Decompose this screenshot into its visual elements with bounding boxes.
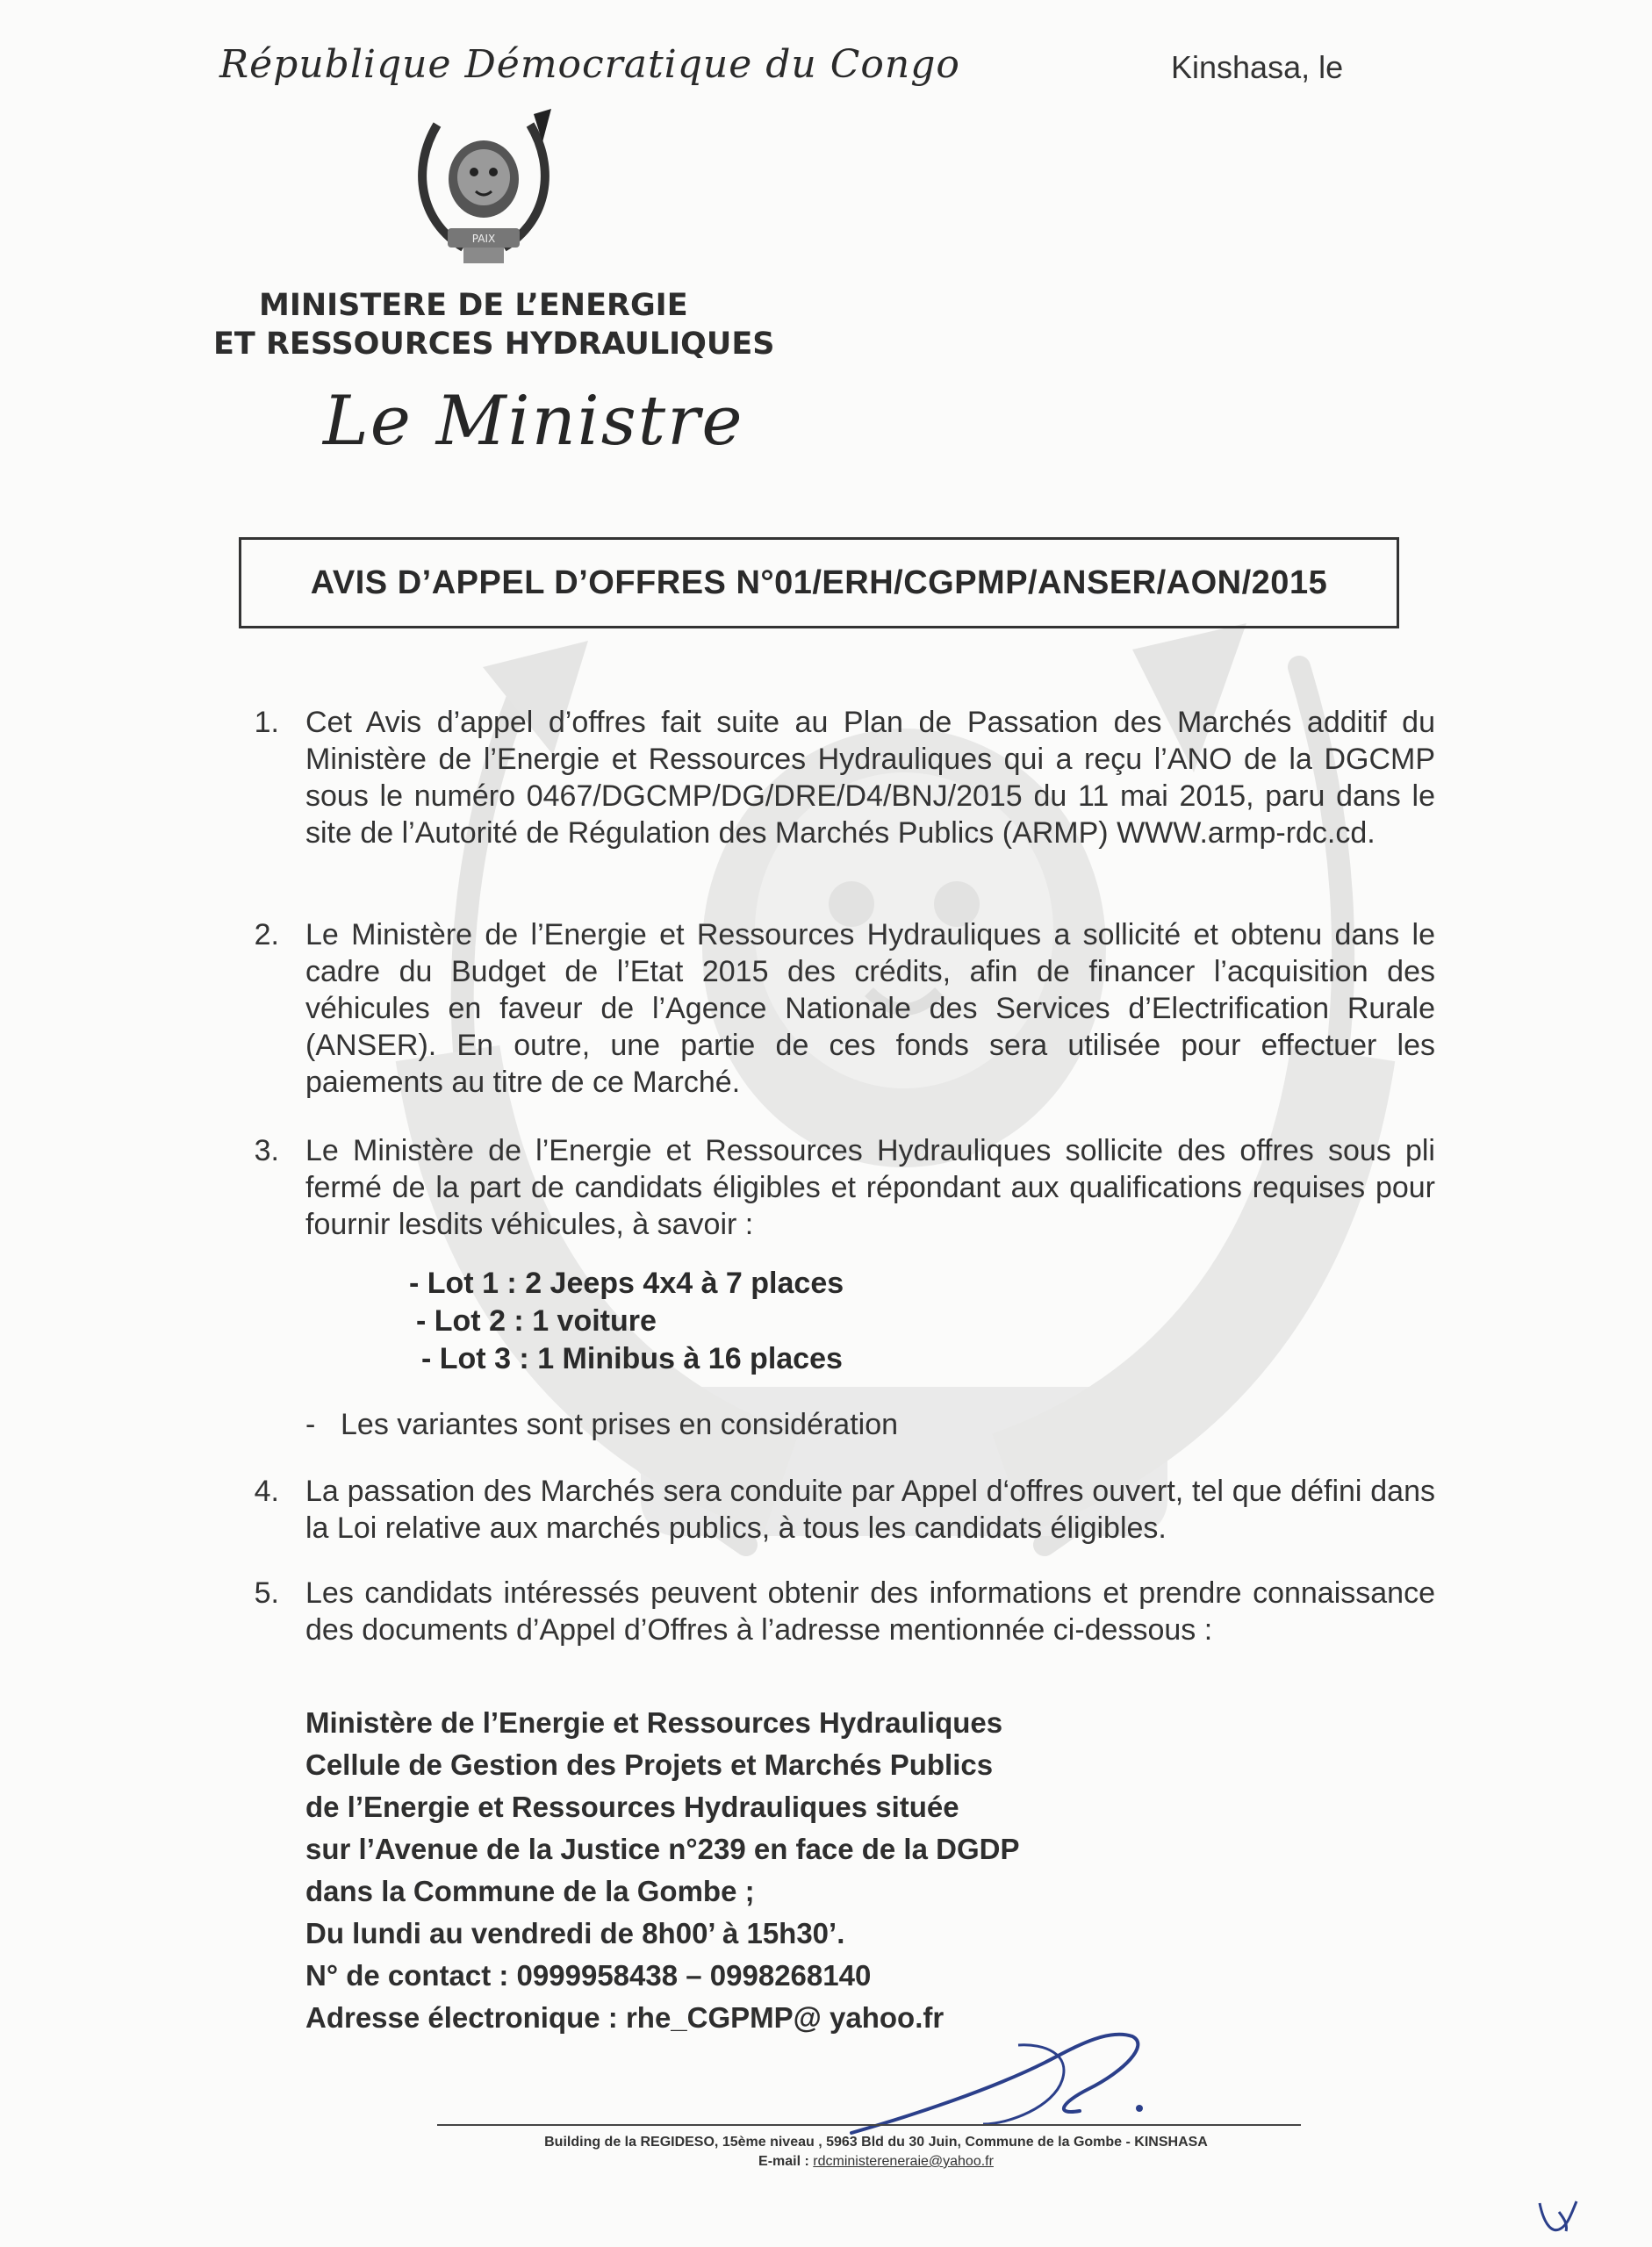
variantes-text: Les variantes sont prises en considération xyxy=(341,1408,899,1441)
notice-title: AVIS D’APPEL D’OFFRES N°01/ERH/CGPMP/ANSER/AON/2015 xyxy=(310,564,1328,601)
paragraph-number: 5. xyxy=(254,1576,279,1610)
address-line: Cellule de Gestion des Projets et Marchés Publics xyxy=(305,1748,994,1781)
place-date: Kinshasa, le xyxy=(1171,49,1344,85)
footer-address: Building de la REGIDESO, 15ème niveau , 5963 Bld du 30 Juin, Commune de la Gombe - KINSHASA xyxy=(544,2135,1208,2150)
footer-email-line xyxy=(420,2154,1332,2170)
paragraph-2 xyxy=(254,916,1435,1101)
address-line: Ministère de l’Energie et Ressources Hydrauliques xyxy=(305,1706,1003,1739)
republic-heading: République Démocratique du Congo xyxy=(219,42,960,87)
paragraph-number: 1. xyxy=(254,706,279,739)
paragraph-text: Le Ministère de l’Energie et Ressources Hydrauliques sollicite des offres sous pli fermé de la part de candidats éligibles et répondant aux qualifications requises pour fournir lesdits véhicules, à savoir : xyxy=(305,1134,1435,1241)
address-line: Du lundi au vendredi de 8h00’ à 15h30’. xyxy=(305,1917,845,1949)
paragraph-5 xyxy=(254,1575,1435,1648)
footer-divider xyxy=(437,2124,1301,2126)
seal-motto: PAIX xyxy=(471,233,496,245)
paragraph-3 xyxy=(254,1132,1435,1243)
lot-item: - Lot 3 : 1 Minibus à 16 places xyxy=(421,1342,843,1375)
paragraph-1 xyxy=(254,704,1435,851)
paragraph-number: 2. xyxy=(254,918,279,951)
address-line: dans la Commune de la Gombe ; xyxy=(305,1875,755,1907)
contact-numbers: N° de contact : 0999958438 – 0998268140 xyxy=(305,1959,872,1992)
minister-title: Le Ministre xyxy=(323,382,744,461)
variantes-note xyxy=(305,1408,898,1442)
notice-title-box xyxy=(239,537,1399,628)
paragraph-text: La passation des Marchés sera conduite par Appel d‘offres ouvert, tel que défini dans la Loi relative aux marchés publics, à tous les candidats éligibles. xyxy=(305,1475,1435,1545)
address-line: sur l’Avenue de la Justice n°239 en face de la DGDP xyxy=(305,1833,1020,1865)
paragraph-number: 4. xyxy=(254,1475,279,1508)
coat-of-arms-seal xyxy=(402,107,565,270)
paragraph-text: Le Ministère de l’Energie et Ressources Hydrauliques a sollicité et obtenu dans le cadre du Budget de l’Etat 2015 des crédits, afin de financer l’acquisition des véhicules en faveur de l’Agence Nationale des Services d’Electrification Rurale (ANSER). En outre, une partie de ces fonds sera utilisée pour effectuer les paiements au titre de ce Marché. xyxy=(305,918,1435,1099)
address-line: de l’Energie et Ressources Hydrauliques située xyxy=(305,1791,959,1823)
ministry-name-line1: MINISTERE DE L’ENERGIE xyxy=(259,288,688,323)
lot-item: - Lot 1 : 2 Jeeps 4x4 à 7 places xyxy=(409,1267,844,1300)
handwritten-page-mark xyxy=(1533,2194,1585,2238)
paragraph-text: Les candidats intéressés peuvent obtenir des informations et prendre connaissance des documents d’Appel d’Offres à l’adresse mentionnée ci-dessous : xyxy=(305,1576,1435,1647)
bullet-dash: - xyxy=(305,1408,316,1441)
footer-email-address: rdcministereneraie@yahoo.fr xyxy=(813,2154,994,2169)
paragraph-4 xyxy=(254,1473,1435,1547)
signature-mark xyxy=(843,2010,1159,2142)
paragraph-text: Cet Avis d’appel d’offres fait suite au Plan de Passation des Marchés additif du Ministère de l’Energie et Ressources Hydrauliques qui a reçu l’ANO de la DGCMP sous le numéro 0467/DGCMP/DG/DRE/D4/BNJ/2015 du 11 mai 2015, paru dans le site de l’Autorité de Régulation des Marchés Publics (ARMP) WWW.armp-rdc.cd. xyxy=(305,706,1435,850)
lot-item: - Lot 2 : 1 voiture xyxy=(416,1304,657,1338)
paragraph-number: 3. xyxy=(254,1134,279,1167)
footer-email-label: E-mail : xyxy=(758,2154,809,2169)
contact-email: Adresse électronique : rhe_CGPMP@ yahoo.fr xyxy=(305,2001,945,2034)
ministry-name-line2: ET RESSOURCES HYDRAULIQUES xyxy=(213,327,775,362)
